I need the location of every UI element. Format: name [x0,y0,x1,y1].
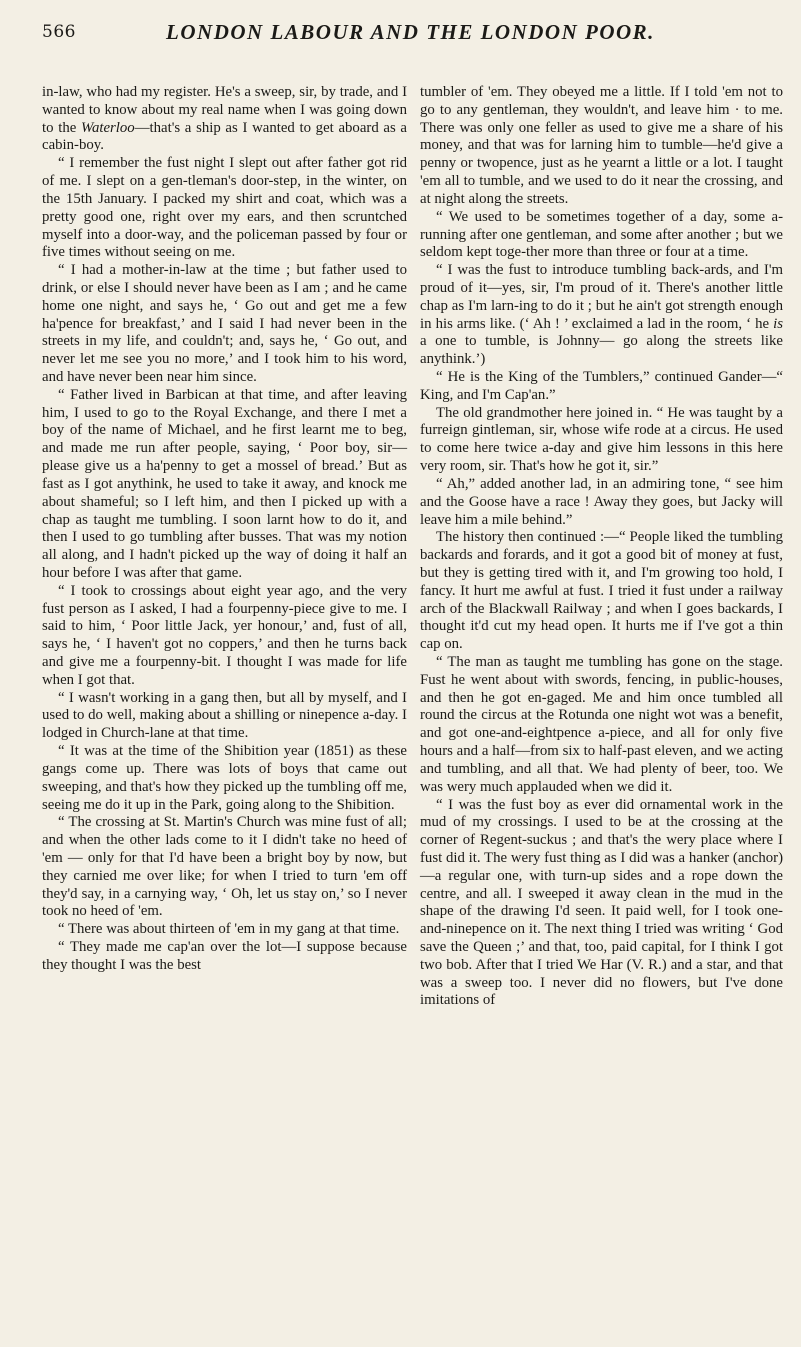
ship-name: Waterloo [80,119,135,136]
page-header [42,18,779,58]
paragraph: “ I wasn't working in a gang then, but all by myself, and I used to do well, making about a shilling or ninepence a-day. I lodged in Church-lane at that time. [42,689,407,742]
paragraph: “ I remember the fust night I slept out after father got rid of me. I slept on a gen-tleman's door-step, in the winter, on the 15th January. I packed my shirt and coat, which was a pretty good one, right over my ears, and then scruntched myself into a door-way, and the policeman passed by four or five times without seeing on me. [42,155,407,261]
paragraph: “ I was the fust boy as ever did ornamental work in the mud of my crossings. I used to be at the crossing at the corner of Regent-suckus ; and that's the wery place where I fust did it. The wery fust thing as I did was a hanker (anchor)—a regular one, with turn-up sides and a rope down the centre, and all. I sweeped it away clean in the mud in the shape of the drawing I'd seen. It paid well, for I took one-and-ninepence on it. The next thing I tried was writing ‘ God save the Queen ;’ and that, too, paid capital, for I think I got two bob. After that I tried We Har (V. R.) and a star, and that was a sweep too. I never did no flowers, but I've done imitations of [420,796,783,1009]
paragraph: The history then continued :—“ People liked the tumbling backards and forards, and it got a good bit of money at fust, but they is getting tired with it, and I'm growing too hold, I fancy. It hurt me awful at fust. I tried it fust under a railway arch of the Blackwall Railway ; and when I goes backards, I thought it'd cut my head open. It hurts me if I've got a thin cap on. [420,529,783,653]
paragraph: “ They made me cap'an over the lot—I suppose because they thought I was the best [42,939,407,973]
paragraph: “ I had a mother-in-law at the time ; but father used to drink, or else I should never have been as I am ; and he came home one night, and says he, ‘ Go out and get me a few ha'pence for breakfast,’ and I said I had never been in the streets in my life, and couldn't; and, says he, ‘ Go out, and never let me see you no more,’ and I took him to his word, and have never been near him since. [42,262,407,385]
paragraph: The old grandmother here joined in. “ He was taught by a furreign gintleman, sir, whose wife rode at a circus. He used to come here twice a-day and give him lessons in this here very room, sir. That's how he got it, sir.” [420,404,783,475]
paragraph: “ There was about thirteen of 'em in my gang at that time. [58,921,400,938]
paragraph: “ Father lived in Barbican at that time, and after leaving him, I used to go to the Royal Exchange, and there I met a boy of the name of Michael, and he first learnt me to beg, and made me run after people, saying, ‘ Poor boy, sir—please give us a ha'penny to get a mossel of bread.’ But as fast as I got anythink, he used to take it away, and knock me about shameful; so I left him, and then I picked up with a chap as taught me tumbling. I soon larnt how to do it, and then I used to go tumbling after busses. That was my notion all along, and I hadn't picked up the way of doing it half an hour before I was after that game. [42,386,407,581]
paragraph: “ I took to crossings about eight year ago, and the very fust person as I asked, I had a fourpenny-piece give to me. I said to him, ‘ Poor little Jack, yer honour,’ and, fust of all, says he, ‘ I haven't got no coppers,’ and then he turns back and give me a fourpenny-bit. I thought I was made for life when I got that. [42,582,407,688]
paragraph: “ It was at the time of the Shibition year (1851) as these gangs come up. There was lots of boys that came out sweeping, and that's how they picked up the tumbling off me, seeing me do it up in the Park, going along to the Shibition. [42,743,407,813]
right-column [420,84,783,1010]
paragraph: “ The man as taught me tumbling has gone on the stage. Fust he went about with swords, fencing, in public-houses, and then he got en-gaged. Me and him once tumbled all round the circus at the Rotunda one night wot was a benefit, and got one-and-eightpence a-piece, and all for only five hours and a half—from six to half-past eleven, and we acting and tumbling, and all that. We had plenty of beer, too. We was wery much applauded when we did it. [420,654,783,795]
paragraph: “ The crossing at St. Martin's Church was mine fust of all; and when the other lads come to it I didn't take no heed of 'em — only for that I'd have been a bright boy by now, but they carnied me over like; for when I tried to turn 'em off they'd say, in a carnying way, ‘ Oh, let us stay on,’ so I never took no heed of 'em. [42,814,407,920]
paragraph: “ I was the fust to introduce tumbling back-ards, and I'm proud of it—yes, sir, I'm proud of it. There's another little chap as I'm larn-ing to do it ; but he ain't got strength enough in his arms like. (‘ Ah ! ’ exclaimed a lad in the room, ‘ he is a one to tumble, is Johnny— go along the streets like anythink.’) [420,262,783,368]
paragraph: tumbler of 'em. They obeyed me a little. If I told 'em not to go to any gentleman, they wouldn't, and leave him · to me. There was only one feller as used to give me a share of his money, and that was for larning him to tumble—he'd give a penny or twopence, just as he yearnt a little or a lot. I taught 'em all to tumble, and we used to do it near the crossing, and at night along the streets. [420,84,783,207]
emphasis: is [773,315,783,332]
paragraph: “ We used to be sometimes together of a day, some a-running after one gentleman, and some after another ; but we seldom kept toge-ther more than three or four at a time. [420,208,783,261]
left-column [42,84,407,975]
running-title: LONDON LABOUR AND THE LONDON POOR. [166,20,655,44]
page-number: 566 [42,22,76,42]
paragraph: in-law, who had my register. He's a sweep, sir, by trade, and I wanted to know about my real name when I was going down to the Waterloo—that's a ship as I wanted to get aboard as a cabin-boy. [42,84,407,154]
paragraph: “ He is the King of the Tumblers,” continued Gander—“ King, and I'm Cap'an.” [420,369,783,403]
paragraph: “ Ah,” added another lad, in an admiring tone, “ see him and the Goose have a race ! Away they goes, but Jacky will leave him a mile behind.” [420,475,783,528]
